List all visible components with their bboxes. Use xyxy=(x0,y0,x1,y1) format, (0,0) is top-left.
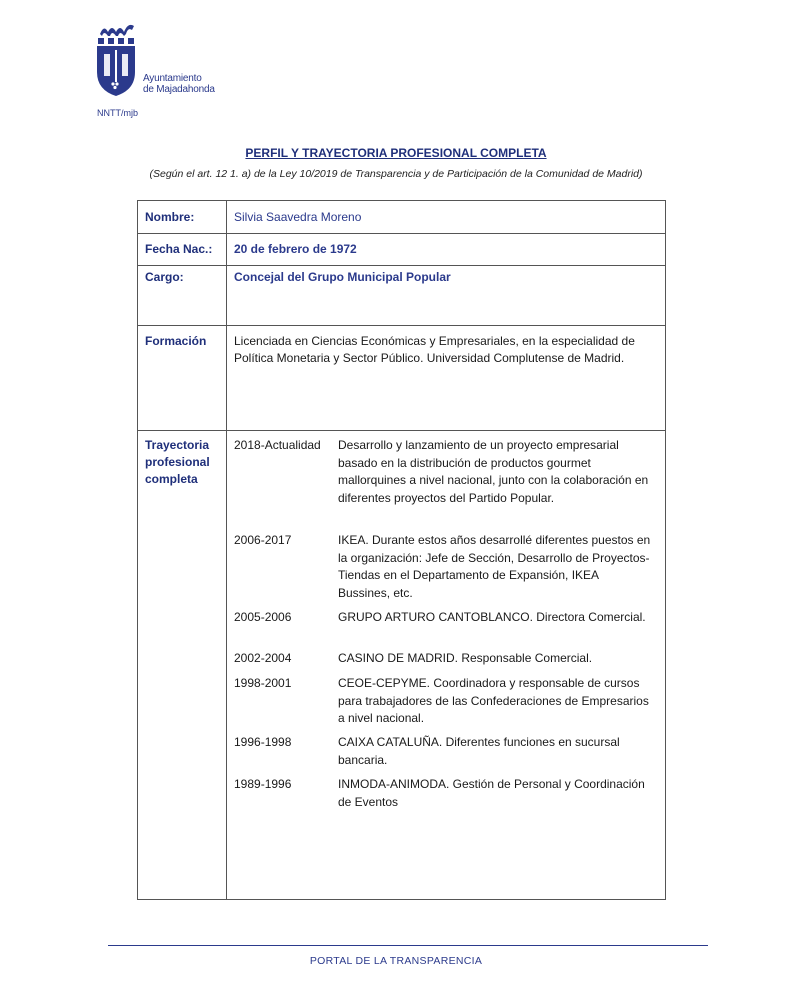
education-label: Formación xyxy=(145,334,207,348)
name-value: Silvia Saavedra Moreno xyxy=(234,210,362,224)
career-description: GRUPO ARTURO CANTOBLANCO. Directora Comercial. xyxy=(338,610,646,624)
career-description: CEOE-CEPYME. Coordinadora y responsable de cursos para trabajadores de las Confederaciones de Empresarios a nivel nacional. xyxy=(338,676,649,725)
career-description: INMODA-ANIMODA. Gestión de Personal y Coordinación de Eventos xyxy=(338,777,645,809)
majadahonda-crest-icon xyxy=(96,20,140,100)
career-years: 1998-2001 xyxy=(234,676,292,690)
row-career xyxy=(138,431,665,901)
municipality-logo xyxy=(96,20,226,100)
position-label: Cargo: xyxy=(145,270,184,284)
career-description: Desarrollo y lanzamiento de un proyecto empresarial basado en la distribución de productos gourmet mallorquines a nivel nacional, junto con la colaboración en diferentes proyectos del Partido Popular. xyxy=(338,438,649,505)
career-label: Trayectoria profesional completa xyxy=(145,438,210,486)
birth-date-value: 20 de febrero de 1972 xyxy=(234,242,357,256)
logo-line-1: Ayuntamiento xyxy=(143,73,202,84)
career-years: 1996-1998 xyxy=(234,735,292,749)
row-education xyxy=(138,326,665,431)
career-years: 2005-2006 xyxy=(234,610,292,624)
footer-text: PORTAL DE LA TRANSPARENCIA xyxy=(309,955,483,967)
row-name xyxy=(138,201,665,234)
name-label: Nombre: xyxy=(145,210,195,224)
row-position xyxy=(138,266,665,326)
career-years: 2006-2017 xyxy=(234,533,292,547)
birth-date-label: Fecha Nac.: xyxy=(145,242,213,256)
education-value: Licenciada en Ciencias Económicas y Empresariales, en la especialidad de Política Monetaria y Sector Público. Universidad Complutense de Madrid. xyxy=(234,334,635,365)
logo-text xyxy=(143,73,215,95)
document-reference: NNTT/mjb xyxy=(97,108,138,118)
document-subtitle: (Según el art. 12 1. a) de la Ley 10/2019 de Transparencia y de Participación de la Comunidad de Madrid) xyxy=(149,168,643,180)
career-description: CASINO DE MADRID. Responsable Comercial. xyxy=(338,651,593,665)
profile-table xyxy=(137,200,666,900)
row-birth-date xyxy=(138,234,665,266)
logo-line-2: de Majadahonda xyxy=(143,84,215,95)
career-description: CAIXA CATALUÑA. Diferentes funciones en sucursal bancaria. xyxy=(338,735,620,767)
position-value: Concejal del Grupo Municipal Popular xyxy=(234,270,451,284)
document-title: PERFIL Y TRAYECTORIA PROFESIONAL COMPLETA xyxy=(245,146,547,160)
career-description: IKEA. Durante estos años desarrollé diferentes puestos en la organización: Jefe de Sección, Desarrollo de Proyectos-Tiendas en el Departamento de Expansión, IKEA Bussines, etc. xyxy=(338,533,651,600)
footer-divider xyxy=(108,945,708,946)
career-years: 2002-2004 xyxy=(234,651,292,665)
career-years: 2018-Actualidad xyxy=(234,438,321,452)
career-years: 1989-1996 xyxy=(234,777,292,791)
